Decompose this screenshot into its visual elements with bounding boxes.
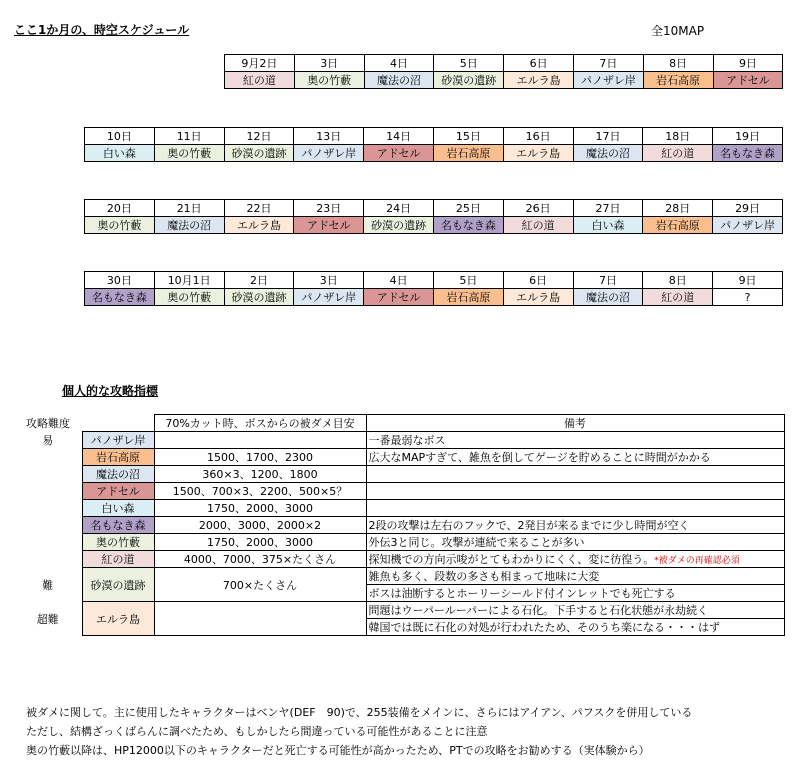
date-cell: 24日 (364, 200, 434, 217)
date-cell: 11日 (154, 128, 224, 145)
damage-estimate: 1500、1700、2300 (154, 449, 366, 466)
map-cell: 岩石高原 (433, 145, 503, 162)
map-cell: 名もなき森 (433, 217, 503, 234)
map-cell: 白い森 (85, 145, 155, 162)
remarks-text: ボスは油断するとホーリーシールド付インレットでも死亡する (368, 587, 676, 600)
schedule-block (84, 271, 783, 306)
map-cell: アドセル (294, 217, 364, 234)
note-line: ただし、結構ざっくばらんに調べたため、もしかしたら間違っている可能性があることに注意 (26, 725, 488, 738)
map-count: 全10MAP (651, 24, 705, 38)
strategy-row (14, 602, 784, 619)
date-cell: 16日 (503, 128, 573, 145)
date-cell: 4日 (364, 55, 434, 72)
map-cell: 奥の竹藪 (294, 72, 364, 89)
header-remarks: 備考 (366, 415, 784, 432)
map-name: 紅の道 (82, 551, 154, 568)
date-cell: 19日 (713, 128, 783, 145)
map-cell: アドセル (364, 289, 434, 306)
remarks-text: 探知機での方向示唆がとてもわかりにくく、変に彷徨う。 (368, 553, 655, 566)
strategy-row (14, 432, 784, 449)
damage-estimate: 1500、700×3、2200、500×5？ (154, 483, 366, 500)
header-difficulty: 攻略難度 (26, 417, 70, 430)
map-cell: 砂漠の遺跡 (224, 145, 294, 162)
map-cell: 岩石高原 (433, 289, 503, 306)
header-damage: 70%カット時、ボスからの被ダメ目安 (154, 415, 366, 432)
map-cell: 岩石高原 (643, 72, 713, 89)
difficulty-level (14, 534, 82, 551)
remarks (366, 466, 784, 483)
difficulty-level (14, 466, 82, 483)
date-cell: 6日 (503, 272, 573, 289)
remarks (366, 432, 784, 449)
map-cell: 白い森 (573, 217, 643, 234)
map-row (85, 145, 783, 162)
map-cell: 魔法の沼 (154, 217, 224, 234)
strategy-title: 個人的な攻略指標 (62, 384, 159, 398)
difficulty-level: 易 (42, 434, 54, 447)
remarks (366, 585, 784, 602)
remarks-text: 一番最弱なボス (368, 434, 446, 447)
date-cell: 9日 (713, 55, 783, 72)
map-name: 砂漠の遺跡 (82, 568, 154, 602)
date-cell: 21日 (154, 200, 224, 217)
damage-estimate: 700×たくさん (154, 568, 366, 602)
remarks (366, 500, 784, 517)
date-cell: 8日 (643, 272, 713, 289)
map-cell: 紅の道 (503, 217, 573, 234)
map-cell: 奥の竹藪 (154, 289, 224, 306)
map-name: 奥の竹藪 (82, 534, 154, 551)
damage-estimate: 360×3、1200、1800 (154, 466, 366, 483)
map-name: 岩石高原 (82, 449, 154, 466)
date-cell: 9月2日 (225, 55, 295, 72)
map-cell: 砂漠の遺跡 (224, 289, 294, 306)
note-line: 被ダメに関して。主に使用したキャラクターはベンヤ(DEF 90)で、255装備をメインに、さらにはアイアン、パフスクを併用している (26, 706, 693, 719)
date-cell: 9日 (713, 272, 783, 289)
map-cell: 名もなき森 (85, 289, 155, 306)
difficulty-level: 超難 (36, 612, 59, 626)
date-cell: 14日 (364, 128, 434, 145)
date-cell: 7日 (573, 55, 643, 72)
map-cell: 魔法の沼 (364, 72, 434, 89)
damage-estimate: 1750、2000、3000 (154, 534, 366, 551)
remarks (366, 534, 784, 551)
map-name: アドセル (82, 483, 154, 500)
date-row (85, 272, 783, 289)
strategy-row (14, 551, 784, 568)
date-cell: 25日 (433, 200, 503, 217)
map-cell: 紅の道 (225, 72, 295, 89)
map-row (85, 289, 783, 306)
difficulty-level (14, 551, 82, 568)
remarks-text: 2段の攻撃は左右のフックで、2発目が来るまでに少し時間が空く (368, 519, 690, 532)
map-cell: パノザレ岸 (294, 289, 364, 306)
remarks (366, 551, 784, 568)
date-cell: 28日 (643, 200, 713, 217)
page-title: ここ1か月の、時空スケジュール (14, 23, 190, 37)
damage-estimate: 1750、2000、3000 (154, 500, 366, 517)
remarks-text: 広大なMAPすぎて、雑魚を倒してゲージを貯めることに時間がかかる (368, 451, 711, 464)
date-cell: 23日 (294, 200, 364, 217)
map-name: 白い森 (82, 500, 154, 517)
strategy-row (14, 500, 784, 517)
remarks (366, 602, 784, 619)
map-cell: エルラ島 (503, 289, 573, 306)
date-cell: 26日 (503, 200, 573, 217)
map-cell: パノザレ岸 (294, 145, 364, 162)
date-cell: 20日 (85, 200, 155, 217)
map-name: パノザレ岸 (82, 432, 154, 449)
remarks (366, 568, 784, 585)
map-cell: 砂漠の遺跡 (364, 217, 434, 234)
strategy-row (14, 466, 784, 483)
note-line: 奥の竹藪以降は、HP12000以下のキャラクターだと死亡する可能性が高かったため、PTでの攻略をお勧めする（実体験から） (26, 744, 650, 757)
map-cell: パノザレ岸 (573, 72, 643, 89)
map-cell: 名もなき森 (713, 145, 783, 162)
remarks-note: *被ダメの再確認必須 (654, 556, 740, 566)
schedule-block (84, 199, 783, 234)
remarks (366, 619, 784, 636)
map-name: エルラ島 (82, 602, 154, 636)
date-cell: 5日 (434, 55, 504, 72)
strategy-row (14, 517, 784, 534)
strategy-header-row (14, 415, 784, 432)
strategy-row (14, 449, 784, 466)
notes (26, 703, 692, 760)
strategy-row (14, 568, 784, 585)
difficulty-level (14, 483, 82, 500)
date-cell: 4日 (364, 272, 434, 289)
date-cell: 15日 (433, 128, 503, 145)
date-cell: 27日 (573, 200, 643, 217)
map-cell: アドセル (364, 145, 434, 162)
map-cell: エルラ島 (504, 72, 574, 89)
map-cell: エルラ島 (503, 145, 573, 162)
date-cell: 8日 (643, 55, 713, 72)
remarks-text: 外伝3と同じ。攻撃が連続で来ることが多い (368, 536, 585, 549)
remarks (366, 449, 784, 466)
date-cell: 29日 (713, 200, 783, 217)
map-row (225, 72, 783, 89)
date-cell: 5日 (433, 272, 503, 289)
date-cell: 3日 (294, 55, 364, 72)
map-name: 名もなき森 (82, 517, 154, 534)
strategy-row (14, 534, 784, 551)
date-cell: 22日 (224, 200, 294, 217)
map-cell: アドセル (713, 72, 783, 89)
date-cell: 7日 (573, 272, 643, 289)
map-cell: エルラ島 (224, 217, 294, 234)
date-cell: 3日 (294, 272, 364, 289)
remarks-text: 雑魚も多く、段数の多さも相まって地味に大変 (368, 570, 600, 583)
map-name: 魔法の沼 (82, 466, 154, 483)
date-cell: 17日 (573, 128, 643, 145)
date-row (225, 55, 783, 72)
map-row (85, 217, 783, 234)
map-cell: 魔法の沼 (573, 145, 643, 162)
difficulty-level (14, 517, 82, 534)
damage-estimate (154, 432, 366, 449)
date-cell: 2日 (224, 272, 294, 289)
map-cell: 紅の道 (643, 289, 713, 306)
map-cell: 奥の竹藪 (154, 145, 224, 162)
map-cell: パノザレ岸 (713, 217, 783, 234)
map-cell: ? (713, 289, 783, 306)
date-row (85, 128, 783, 145)
strategy-table (14, 414, 785, 636)
strategy-row (14, 483, 784, 500)
remarks-text: 韓国では既に石化の対処が行われたため、そのうち楽になる・・・はず (368, 621, 721, 634)
map-cell: 魔法の沼 (573, 289, 643, 306)
date-cell: 10月1日 (154, 272, 224, 289)
difficulty-level (14, 449, 82, 466)
date-cell: 10日 (85, 128, 155, 145)
date-cell: 18日 (643, 128, 713, 145)
map-cell: 紅の道 (643, 145, 713, 162)
damage-estimate: 4000、7000、375×たくさん (154, 551, 366, 568)
difficulty-level: 難 (42, 578, 54, 592)
date-cell: 6日 (504, 55, 574, 72)
map-cell: 岩石高原 (643, 217, 713, 234)
difficulty-level (14, 500, 82, 517)
remarks (366, 517, 784, 534)
schedule-block (224, 54, 783, 89)
map-cell: 奥の竹藪 (85, 217, 155, 234)
schedule-block (84, 127, 783, 162)
date-cell: 13日 (294, 128, 364, 145)
remarks (366, 483, 784, 500)
map-cell: 砂漠の遺跡 (434, 72, 504, 89)
date-row (85, 200, 783, 217)
date-cell: 12日 (224, 128, 294, 145)
date-cell: 30日 (85, 272, 155, 289)
damage-estimate (154, 602, 366, 636)
damage-estimate: 2000、3000、2000×2 (154, 517, 366, 534)
remarks-text: 問題はウーパールーパーによる石化。下手すると石化状態が永劫続く (368, 604, 709, 617)
